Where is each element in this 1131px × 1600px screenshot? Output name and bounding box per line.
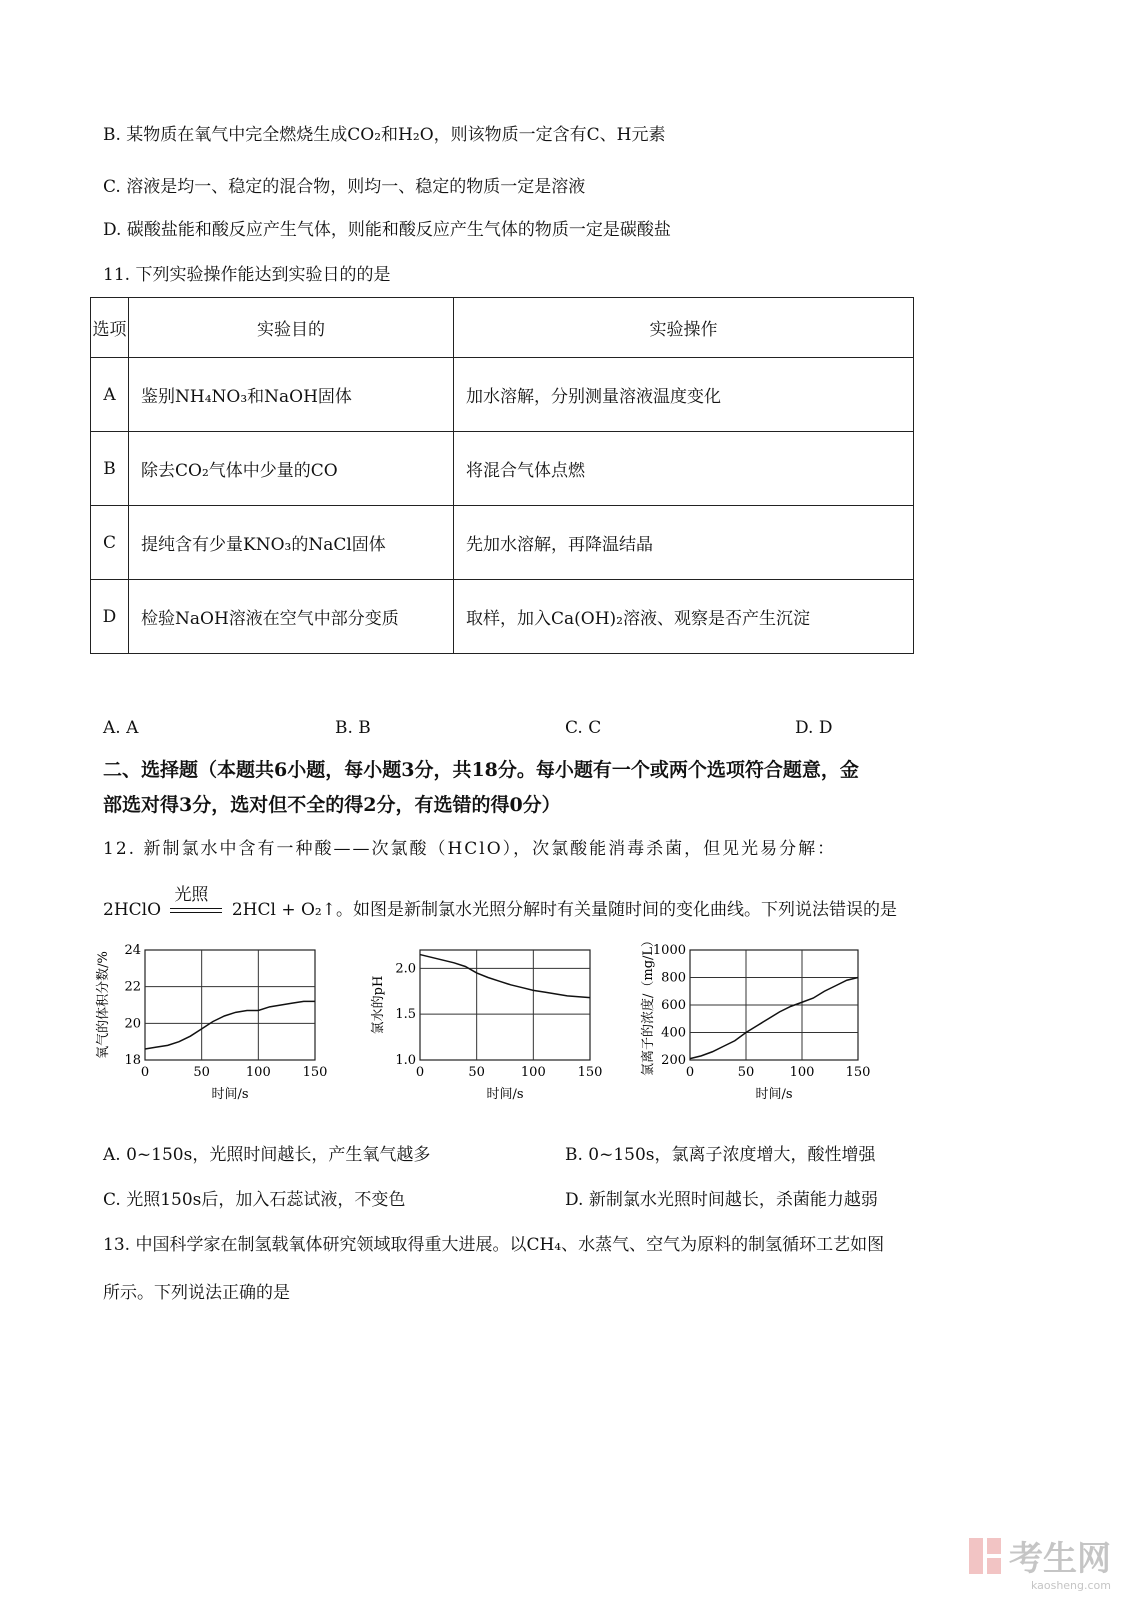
q12-option-c: C. 光照150s后，加入石蕊试液，不变色	[103, 1190, 406, 1210]
q10-option-b: B. 某物质在氧气中完全燃烧生成CO₂和H₂O，则该物质一定含有C、H元素	[103, 125, 666, 145]
header-option: 选项	[91, 298, 129, 358]
x-tick-label: 0	[685, 1065, 695, 1080]
row-goal: 除去CO₂气体中少量的CO	[129, 432, 454, 506]
x-tick-label: 0	[415, 1065, 425, 1080]
plot-frame	[420, 950, 590, 1060]
x-tick-label: 150	[302, 1065, 328, 1080]
row-goal: 鉴别NH₄NO₃和NaOH固体	[129, 358, 454, 432]
x-tick-label: 100	[789, 1065, 815, 1080]
equation-right: 2HCl + O₂↑	[231, 900, 336, 920]
equation-left: 2HClO	[103, 900, 162, 920]
x-tick-label: 0	[140, 1065, 150, 1080]
x-tick-label: 100	[245, 1065, 271, 1080]
row-option: A	[91, 358, 129, 432]
row-goal: 检验NaOH溶液在空气中部分变质	[129, 580, 454, 654]
row-operation: 取样，加入Ca(OH)₂溶液、观察是否产生沉淀	[454, 580, 914, 654]
y-tick-label: 22	[124, 979, 141, 995]
q11-choice-b: B. B	[335, 718, 371, 738]
q12-option-a: A. 0~150s，光照时间越长，产生氧气越多	[103, 1145, 431, 1165]
y-tick-label: 20	[124, 1016, 141, 1032]
q10-option-d: D. 碳酸盐能和酸反应产生气体，则能和酸反应产生气体的物质一定是碳酸盐	[103, 220, 671, 240]
equation-condition: 光照	[174, 885, 209, 905]
x-axis-label: 时间/s	[486, 1087, 524, 1102]
watermark-text: 考生网	[1009, 1539, 1111, 1579]
row-operation: 将混合气体点燃	[454, 432, 914, 506]
y-tick-label: 600	[661, 998, 686, 1013]
series-line	[690, 978, 858, 1059]
q12-equation-line	[103, 885, 897, 920]
table-row	[91, 506, 914, 580]
row-option: D	[91, 580, 129, 654]
x-tick-label: 150	[845, 1065, 871, 1080]
y-tick-label: 400	[661, 1025, 686, 1041]
y-axis-label: 氯水的pH	[371, 975, 386, 1035]
row-option: C	[91, 506, 129, 580]
x-tick-label: 50	[468, 1065, 485, 1080]
x-tick-label: 150	[577, 1065, 603, 1080]
q13-line1: 13. 中国科学家在制氢载氧体研究领域取得重大进展。以CH₄、水蒸气、空气为原料的制氢循环工艺如图	[103, 1235, 885, 1255]
x-tick-label: 50	[737, 1065, 755, 1080]
row-operation: 先加水溶解，再降温结晶	[454, 506, 914, 580]
q10-option-c: C. 溶液是均一、稳定的混合物，则均一、稳定的物质一定是溶液	[103, 177, 586, 197]
series-line	[420, 955, 590, 998]
plot-frame	[145, 950, 315, 1060]
y-tick-label: 200	[661, 1053, 686, 1068]
x-axis-label: 时间/s	[755, 1087, 793, 1102]
q11-choice-d: D. D	[795, 718, 833, 738]
row-goal: 提纯含有少量KNO₃的NaCl固体	[129, 506, 454, 580]
series-line	[145, 1001, 315, 1049]
header-goal: 实验目的	[129, 298, 454, 358]
q12-stem: 12. 新制氯水中含有一种酸——次氯酸（HClO），次氯酸能消毒杀菌，但见光易分解：	[103, 839, 837, 859]
ph-chart	[365, 940, 605, 1100]
q12-stem-continued: 。如图是新制氯水光照分解时有关量随时间的变化曲线。下列说法错误的是	[335, 900, 897, 920]
section-title-line1: 二、选择题（本题共6小题，每小题3分，共18分。每小题有一个或两个选项符合题意，金	[103, 759, 859, 781]
header-operation: 实验操作	[454, 298, 914, 358]
table-row	[91, 432, 914, 506]
x-axis-label: 时间/s	[211, 1087, 249, 1102]
table-header-row	[91, 298, 914, 358]
watermark	[967, 1531, 1111, 1592]
y-tick-label: 24	[124, 943, 141, 958]
y-tick-label: 18	[124, 1053, 141, 1068]
table-row	[91, 580, 914, 654]
q13-line2: 所示。下列说法正确的是	[103, 1283, 290, 1303]
y-tick-label: 2.0	[395, 961, 416, 977]
oxygen-chart	[90, 940, 330, 1100]
equation-arrow	[170, 885, 222, 913]
watermark-url: kaosheng.com	[1030, 1579, 1111, 1592]
q12-option-d: D. 新制氯水光照时间越长，杀菌能力越弱	[565, 1190, 878, 1210]
row-operation: 加水溶解，分别测量溶液温度变化	[454, 358, 914, 432]
y-axis-label: 氧气的体积分数/%	[96, 951, 111, 1059]
x-tick-label: 50	[193, 1065, 210, 1080]
q11-stem: 11. 下列实验操作能达到实验日的的是	[103, 265, 391, 285]
y-tick-label: 1.5	[395, 1007, 416, 1023]
q11-choice-c: C. C	[565, 718, 602, 738]
q11-choice-a: A. A	[103, 718, 139, 738]
y-tick-label: 1.0	[395, 1053, 416, 1068]
row-option: B	[91, 432, 129, 506]
q12-option-b: B. 0~150s，氯离子浓度增大，酸性增强	[565, 1145, 876, 1165]
table-row	[91, 358, 914, 432]
section-title-line2: 部选对得3分，选对但不全的得2分，有选错的得0分）	[103, 794, 561, 816]
watermark-logo-icon	[967, 1536, 1003, 1576]
y-tick-label: 800	[661, 970, 686, 986]
chloride-chart	[630, 933, 880, 1102]
experiment-table	[90, 297, 914, 654]
y-tick-label: 1000	[652, 943, 686, 958]
y-axis-label: 氯离子的浓度/（mg/L）	[641, 933, 656, 1077]
x-tick-label: 100	[520, 1065, 546, 1080]
